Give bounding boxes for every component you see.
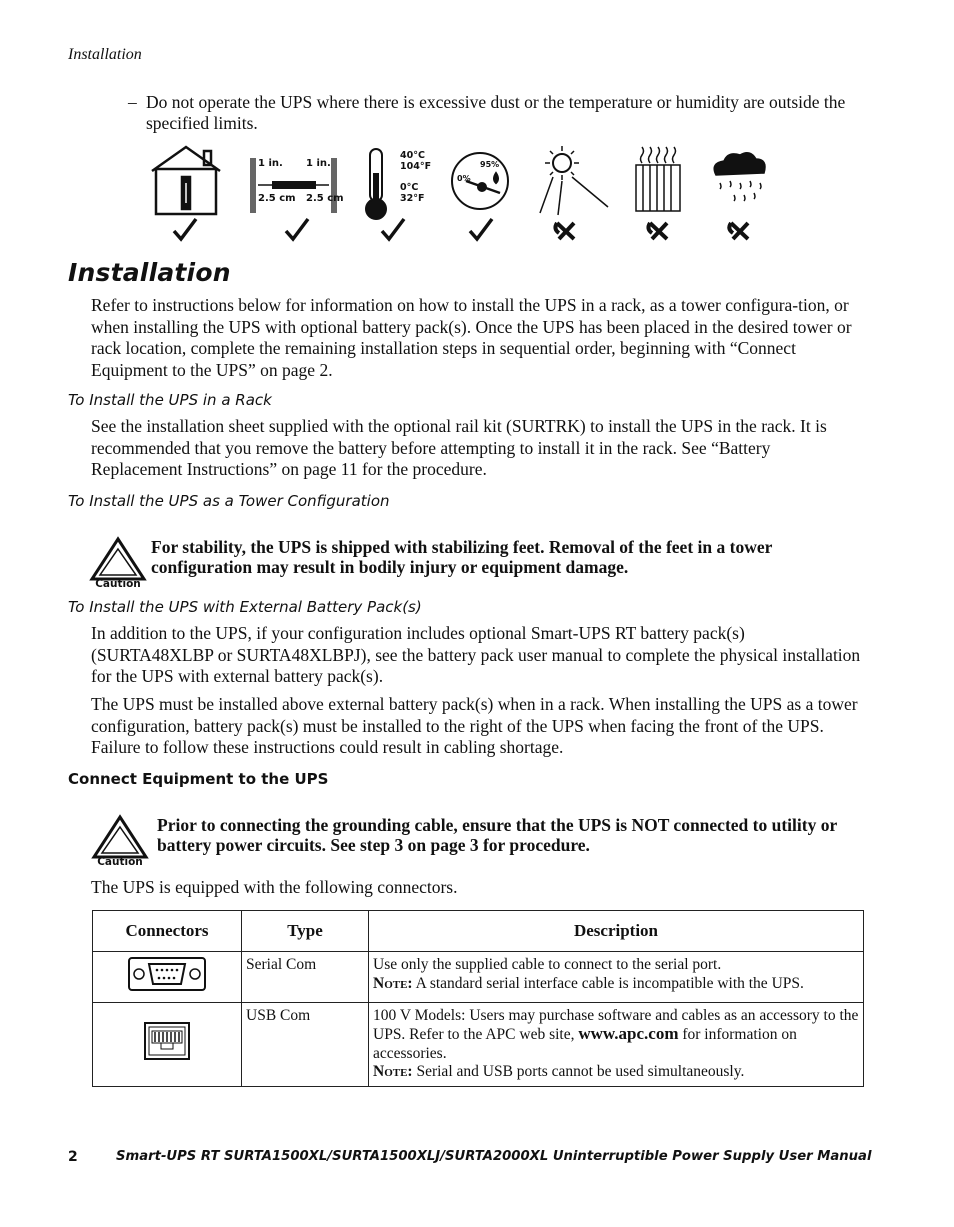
table-row xyxy=(93,1002,864,1086)
clearance-bottom-right-label: 2.5 cm xyxy=(306,193,344,204)
check-icon xyxy=(286,219,308,239)
description-text: Use only the supplied cable to connect to the serial port. xyxy=(373,956,722,973)
environment-icons xyxy=(148,143,778,243)
clearance-top-label: 1 in. xyxy=(258,158,283,169)
bullet-text: Do not operate the UPS where there is excessive dust or the temperature or humidity are outside the specified limits. xyxy=(146,92,846,133)
humidity-low: 0% xyxy=(457,174,471,183)
type-cell: USB Com xyxy=(242,1002,369,1086)
sun-icon xyxy=(540,146,608,215)
header-description: Description xyxy=(369,911,864,952)
clearance-top-right-label: 1 in. xyxy=(306,158,331,169)
connector-cell xyxy=(93,952,242,1003)
battery-heading: To Install the UPS with External Battery Pack(s) xyxy=(68,598,422,616)
connect-heading: Connect Equipment to the UPS xyxy=(68,770,329,788)
caution-label: Caution xyxy=(97,856,143,868)
note-label: Note: xyxy=(373,1063,413,1080)
description-text-cont: for information on accessories. xyxy=(373,1026,797,1062)
indoor-house-icon xyxy=(152,147,220,214)
clearance-bottom-label: 2.5 cm xyxy=(258,193,296,204)
temp-high-c: 40°C xyxy=(400,150,425,161)
note-label: Note: xyxy=(373,974,413,992)
humidity-gauge-icon xyxy=(452,153,508,209)
caution-label: Caution xyxy=(95,578,141,590)
check-icon xyxy=(174,219,196,239)
description-text: 100 V Models: Users may purchase software and cables as an accessory to the UPS. Refer to the APC web site, xyxy=(373,1006,859,1043)
type-cell: Serial Com xyxy=(242,952,369,1003)
header-connectors: Connectors xyxy=(93,911,242,952)
apc-web-link[interactable]: www.apc.com xyxy=(578,1024,679,1043)
environment-bullet xyxy=(128,92,848,134)
footer-title: Smart-UPS RT SURTA1500XL/SURTA1500XLJ/SURTA2000XL Uninterruptible Power Supply User Manual xyxy=(116,1149,872,1164)
tower-heading: To Install the UPS as a Tower Configuration xyxy=(68,492,390,510)
usb-port-icon xyxy=(143,1021,191,1061)
connect-caution-text: Prior to connecting the grounding cable, ensure that the UPS is NOT connected to utility or battery power circuits. See step 3 on page 3 for procedure. xyxy=(157,815,837,855)
clearance-icon xyxy=(250,158,344,213)
check-icon xyxy=(470,219,492,239)
header-type: Type xyxy=(242,911,369,952)
running-header: Installation xyxy=(68,46,142,63)
tower-caution-text: For stability, the UPS is shipped with stabilizing feet. Removal of the feet in a tower configuration may result in bodily injury or equipment damage. xyxy=(151,537,773,577)
cross-icon xyxy=(729,223,748,239)
table-header-row xyxy=(93,911,864,952)
humidity-high: 95% xyxy=(480,160,500,169)
bullet-dash: – xyxy=(128,92,137,112)
cross-icon xyxy=(555,223,574,239)
note-text: A standard serial interface cable is incompatible with the UPS. xyxy=(415,974,804,992)
temp-high-f: 104°F xyxy=(400,161,432,172)
cross-icon xyxy=(648,223,667,239)
intro-paragraph: Refer to instructions below for information on how to install the UPS in a rack, as a tower configura-tion, or when installing the UPS with optional battery pack(s). Once the UPS has been placed in the desired tower or rack location, complete the remaining installation steps in sequential order, beginning with “Connect Equipment to the UPS” on page 2. xyxy=(91,295,852,380)
description-cell xyxy=(369,1002,864,1086)
table-row xyxy=(93,952,864,1003)
check-icon xyxy=(382,219,404,239)
heater-icon xyxy=(636,147,680,211)
rack-paragraph: See the installation sheet supplied with the optional rail kit (SURTRK) to install the UPS in the rack. It is recommended that you remove the battery before attempting to install it in the rack. See “Battery Replacement Instructions” on page 11 for the procedure. xyxy=(91,416,827,479)
section-title: Installation xyxy=(68,258,231,287)
rain-cloud-icon xyxy=(714,153,765,201)
battery-paragraph-1: In addition to the UPS, if your configuration includes optional Smart-UPS RT battery pack(s) (SURTA48XLBP or SURTA48XLBPJ), see the battery pack user manual to complete the physical installation for the UPS with external battery pack(s). xyxy=(91,623,861,686)
battery-paragraph-2: The UPS must be installed above external battery pack(s) when in a rack. When installing the UPS as a tower configuration, battery pack(s) must be installed to the right of the UPS when facing the front of the UPS. Failure to follow these instructions could result in cabling shortage. xyxy=(91,694,858,757)
rack-heading: To Install the UPS in a Rack xyxy=(68,391,272,409)
note-text: Serial and USB ports cannot be used simultaneously. xyxy=(416,1063,745,1080)
thermometer-icon xyxy=(366,149,431,219)
connector-cell xyxy=(93,1002,242,1086)
connectors-intro: The UPS is equipped with the following connectors. xyxy=(91,877,458,897)
connect-caution xyxy=(90,808,152,868)
temp-low-f: 32°F xyxy=(400,193,425,204)
connectors-table xyxy=(92,910,864,1087)
description-cell xyxy=(369,952,864,1003)
tower-caution xyxy=(88,530,150,590)
page-number: 2 xyxy=(68,1149,78,1165)
temp-low-c: 0°C xyxy=(400,182,419,193)
serial-port-icon xyxy=(127,956,207,992)
